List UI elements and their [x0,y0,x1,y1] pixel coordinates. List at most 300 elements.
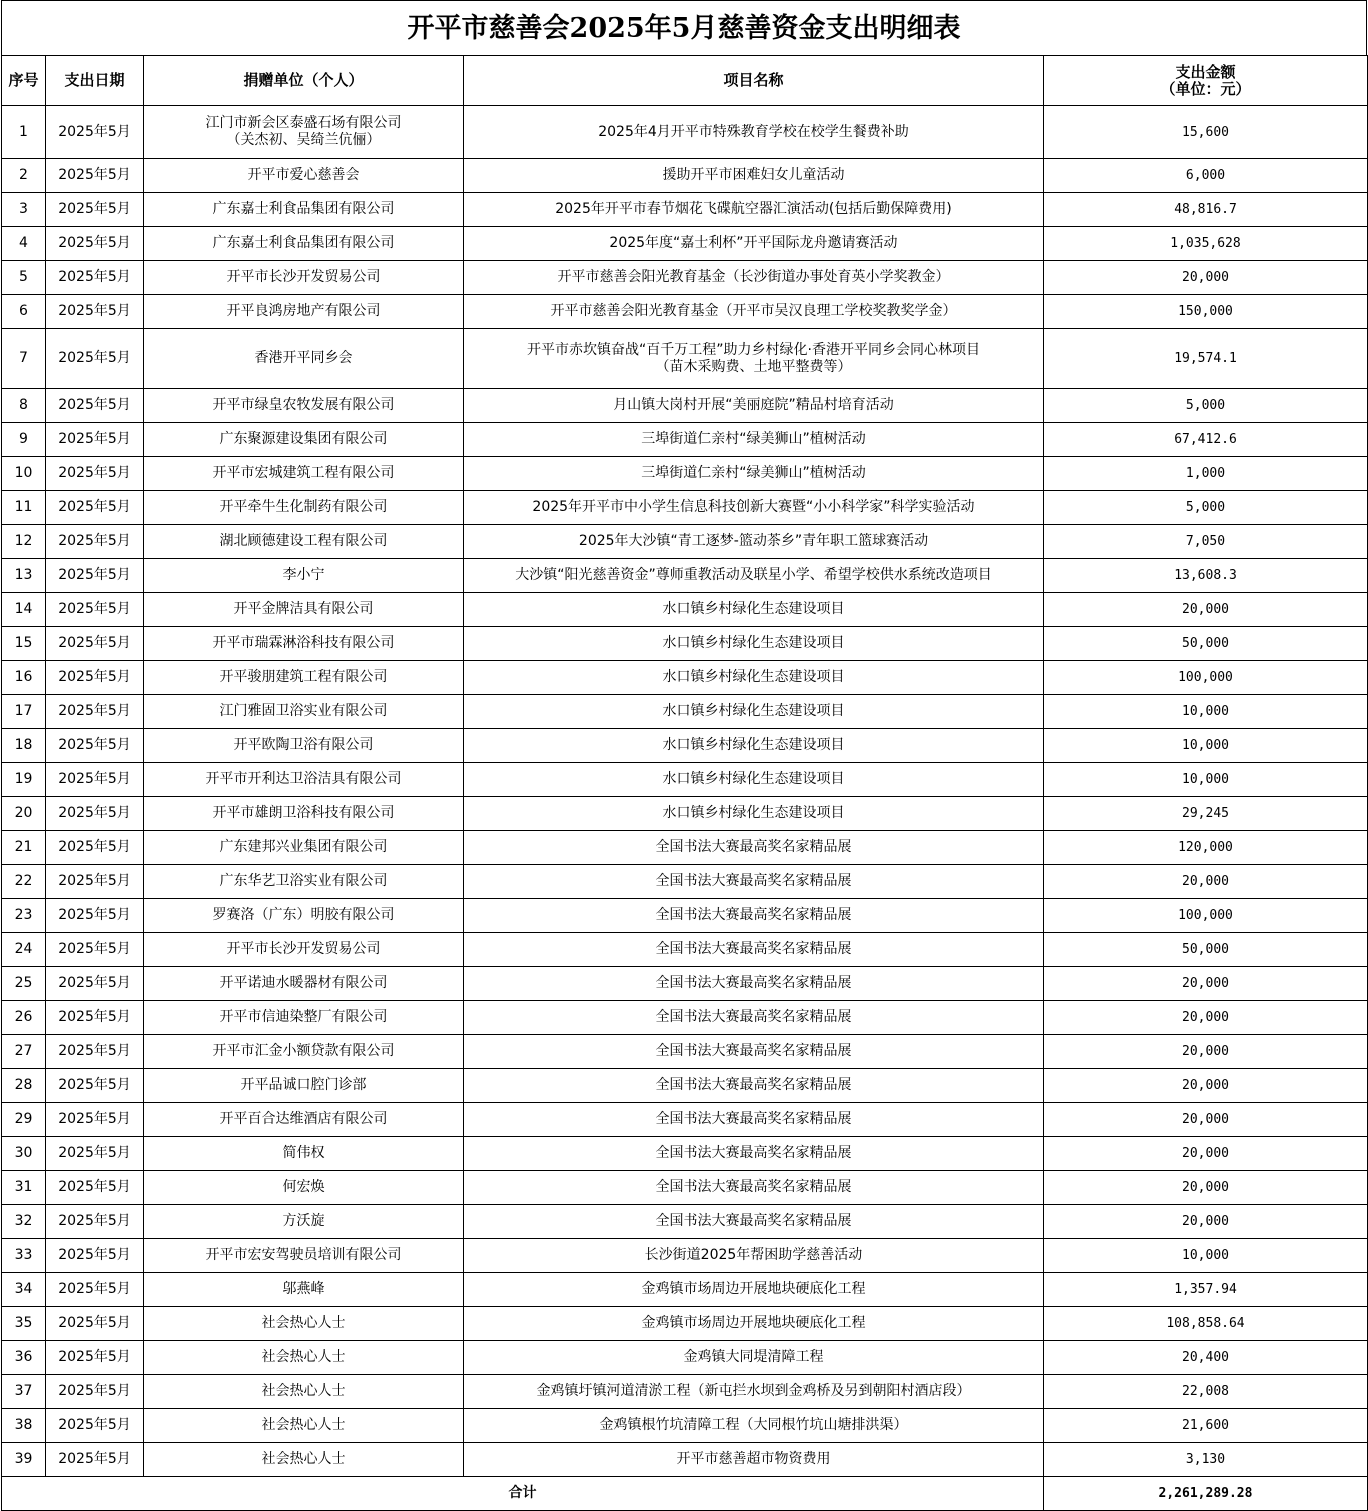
cell-donor [144,193,464,227]
table-row [2,1443,1368,1477]
cell-date: 2025年5月 [46,1035,144,1069]
table-row [2,763,1368,797]
cell-date: 2025年5月 [46,227,144,261]
donor-name: 李小宁 [282,567,325,583]
project-name: 全国书法大赛最高奖名家精品展 [655,1145,852,1161]
cell-date: 2025年5月 [46,831,144,865]
cell-date: 2025年5月 [46,627,144,661]
cell-donor [144,295,464,329]
cell-donor [144,329,464,389]
header-donor: 捐赠单位（个人） [144,56,464,106]
cell-date: 2025年5月 [46,1171,144,1205]
table-row [2,593,1368,627]
cell-donor [144,1341,464,1375]
cell-donor [144,1171,464,1205]
cell-project [464,1035,1044,1069]
table-row [2,106,1368,159]
project-name: 金鸡镇市场周边开展地块硬底化工程 [641,1315,866,1331]
table-row [2,261,1368,295]
donor-name: 香港开平同乡会 [254,350,353,366]
cell-project [464,1205,1044,1239]
cell-date: 2025年5月 [46,1273,144,1307]
cell-amount: 15,600 [1044,106,1368,159]
project-name: 三埠街道仁亲村“绿美狮山”植树活动 [641,465,866,481]
table-row [2,1307,1368,1341]
donor-name: 社会热心人士 [261,1315,346,1331]
cell-date: 2025年5月 [46,661,144,695]
cell-project [464,1239,1044,1273]
cell-amount: 20,000 [1044,1001,1368,1035]
cell-amount: 5,000 [1044,389,1368,423]
cell-date: 2025年5月 [46,106,144,159]
donor-name: 社会热心人士 [261,1417,346,1433]
cell-donor [144,389,464,423]
donor-name: 开平欧陶卫浴有限公司 [233,737,374,753]
cell-seq: 22 [2,865,46,899]
table-row [2,457,1368,491]
cell-amount: 20,000 [1044,865,1368,899]
donor-name: 江门市新会区泰盛石场有限公司 [205,115,402,131]
cell-project [464,1001,1044,1035]
donor-name: 开平市绿皇农牧发展有限公司 [212,397,395,413]
cell-donor [144,763,464,797]
table-row [2,695,1368,729]
donor-name-sub: （关杰初、吴绮兰伉俪） [226,132,381,148]
table-row [2,1171,1368,1205]
cell-seq: 31 [2,1171,46,1205]
table-row [2,967,1368,1001]
donor-name: 开平市长沙开发贸易公司 [226,269,381,285]
cell-amount: 19,574.1 [1044,329,1368,389]
cell-project [464,525,1044,559]
donor-name: 开平牵牛生化制药有限公司 [219,499,388,515]
cell-amount: 1,035,628 [1044,227,1368,261]
cell-amount: 13,608.3 [1044,559,1368,593]
cell-donor [144,1239,464,1273]
cell-amount: 50,000 [1044,933,1368,967]
cell-project [464,261,1044,295]
donor-name: 开平良鸿房地产有限公司 [226,303,381,319]
cell-project [464,1069,1044,1103]
donor-name: 湖北顾德建设工程有限公司 [219,533,388,549]
cell-amount: 1,000 [1044,457,1368,491]
project-name: 水口镇乡村绿化生态建设项目 [662,703,845,719]
project-name: 2025年开平市春节烟花飞碟航空器汇演活动(包括后勤保障费用) [555,201,952,217]
total-row [2,1477,1368,1511]
page-title: 开平市慈善会2025年5月慈善资金支出明细表 [1,0,1367,55]
cell-seq: 12 [2,525,46,559]
cell-amount: 67,412.6 [1044,423,1368,457]
cell-date: 2025年5月 [46,1443,144,1477]
table-row [2,159,1368,193]
cell-seq: 32 [2,1205,46,1239]
table-row [2,865,1368,899]
cell-amount: 150,000 [1044,295,1368,329]
table-row [2,1273,1368,1307]
cell-amount: 100,000 [1044,661,1368,695]
project-name: 月山镇大岗村开展“美丽庭院”精品村培育活动 [613,397,894,413]
donor-name: 广东聚源建设集团有限公司 [219,431,388,447]
cell-donor [144,1273,464,1307]
cell-donor [144,159,464,193]
cell-seq: 36 [2,1341,46,1375]
cell-amount: 120,000 [1044,831,1368,865]
cell-date: 2025年5月 [46,159,144,193]
cell-project [464,1443,1044,1477]
project-name: 2025年大沙镇“青工逐梦-篮动茶乡”青年职工篮球赛活动 [578,533,929,549]
donor-name: 广东嘉士利食品集团有限公司 [212,235,395,251]
cell-project [464,1103,1044,1137]
project-name: 全国书法大赛最高奖名家精品展 [655,839,852,855]
cell-seq: 18 [2,729,46,763]
cell-amount: 20,000 [1044,1103,1368,1137]
cell-project [464,491,1044,525]
cell-seq: 38 [2,1409,46,1443]
project-name: 水口镇乡村绿化生态建设项目 [662,771,845,787]
cell-project [464,933,1044,967]
table-row [2,559,1368,593]
donor-name: 开平金牌洁具有限公司 [233,601,374,617]
cell-seq: 23 [2,899,46,933]
table-row [2,389,1368,423]
cell-amount: 100,000 [1044,899,1368,933]
cell-date: 2025年5月 [46,967,144,1001]
cell-amount: 20,000 [1044,1137,1368,1171]
project-name: 全国书法大赛最高奖名家精品展 [655,907,852,923]
table-row [2,1341,1368,1375]
cell-project [464,1375,1044,1409]
cell-amount: 48,816.7 [1044,193,1368,227]
table-row [2,1035,1368,1069]
cell-project [464,899,1044,933]
cell-seq: 21 [2,831,46,865]
donor-name: 开平市瑞霖淋浴科技有限公司 [212,635,395,651]
cell-project [464,695,1044,729]
cell-date: 2025年5月 [46,1205,144,1239]
cell-project [464,627,1044,661]
table-body [2,106,1368,1477]
cell-donor [144,695,464,729]
cell-seq: 4 [2,227,46,261]
donor-name: 开平市长沙开发贸易公司 [226,941,381,957]
cell-amount: 20,000 [1044,1069,1368,1103]
cell-donor [144,865,464,899]
donor-name: 开平市宏城建筑工程有限公司 [212,465,395,481]
table-row [2,193,1368,227]
cell-amount: 20,000 [1044,1205,1368,1239]
table-row [2,1137,1368,1171]
project-name: 全国书法大赛最高奖名家精品展 [655,1077,852,1093]
header-row [2,56,1368,106]
donor-name: 罗赛洛（广东）明胶有限公司 [212,907,395,923]
table-row [2,933,1368,967]
cell-project [464,1137,1044,1171]
cell-date: 2025年5月 [46,1341,144,1375]
cell-donor [144,227,464,261]
cell-seq: 15 [2,627,46,661]
header-amount [1044,56,1368,106]
table-row [2,295,1368,329]
project-name: 援助开平市困难妇女儿童活动 [662,167,845,183]
cell-date: 2025年5月 [46,933,144,967]
table-row [2,227,1368,261]
cell-donor [144,831,464,865]
donor-name: 开平市开利达卫浴洁具有限公司 [205,771,402,787]
total-label: 合计 [2,1477,1044,1511]
cell-seq: 37 [2,1375,46,1409]
cell-amount: 10,000 [1044,729,1368,763]
cell-date: 2025年5月 [46,457,144,491]
project-name: 水口镇乡村绿化生态建设项目 [662,737,845,753]
cell-project [464,193,1044,227]
cell-date: 2025年5月 [46,695,144,729]
cell-donor [144,106,464,159]
cell-amount: 7,050 [1044,525,1368,559]
cell-project [464,797,1044,831]
cell-seq: 26 [2,1001,46,1035]
cell-amount: 20,000 [1044,1035,1368,1069]
cell-amount: 20,000 [1044,261,1368,295]
cell-project [464,423,1044,457]
cell-date: 2025年5月 [46,525,144,559]
cell-donor [144,559,464,593]
project-name: 2025年开平市中小学生信息科技创新大赛暨“小小科学家”科学实验活动 [532,499,975,515]
cell-date: 2025年5月 [46,1409,144,1443]
project-name: 全国书法大赛最高奖名家精品展 [655,1213,852,1229]
donor-name: 开平市宏安驾驶员培训有限公司 [205,1247,402,1263]
donor-name: 开平品诚口腔门诊部 [240,1077,367,1093]
project-name: 金鸡镇市场周边开展地块硬底化工程 [641,1281,866,1297]
cell-donor [144,593,464,627]
cell-project [464,106,1044,159]
donor-name: 开平百合达维酒店有限公司 [219,1111,388,1127]
cell-donor [144,797,464,831]
cell-donor [144,899,464,933]
table-row [2,899,1368,933]
project-name: 全国书法大赛最高奖名家精品展 [655,873,852,889]
table-row [2,1001,1368,1035]
cell-seq: 39 [2,1443,46,1477]
cell-project [464,1341,1044,1375]
cell-date: 2025年5月 [46,865,144,899]
cell-project [464,1307,1044,1341]
cell-seq: 24 [2,933,46,967]
cell-amount: 6,000 [1044,159,1368,193]
header-project: 项目名称 [464,56,1044,106]
cell-amount: 20,000 [1044,593,1368,627]
table-row [2,831,1368,865]
cell-date: 2025年5月 [46,261,144,295]
donor-name: 开平市爱心慈善会 [247,167,360,183]
expense-table [1,55,1368,1511]
cell-seq: 27 [2,1035,46,1069]
project-name: 全国书法大赛最高奖名家精品展 [655,1179,852,1195]
cell-donor [144,1001,464,1035]
cell-amount: 3,130 [1044,1443,1368,1477]
cell-donor [144,1103,464,1137]
cell-donor [144,1205,464,1239]
cell-donor [144,627,464,661]
donor-name: 广东建邦兴业集团有限公司 [219,839,388,855]
cell-project [464,865,1044,899]
table-row [2,797,1368,831]
project-name: 金鸡镇根竹坑清障工程（大同根竹坑山塘排洪渠） [599,1417,908,1433]
table-row [2,661,1368,695]
table-row [2,1239,1368,1273]
project-name: 水口镇乡村绿化生态建设项目 [662,635,845,651]
cell-seq: 8 [2,389,46,423]
cell-project [464,227,1044,261]
project-name: 全国书法大赛最高奖名家精品展 [655,975,852,991]
cell-donor [144,661,464,695]
cell-donor [144,1035,464,1069]
donor-name: 邬燕峰 [282,1281,325,1297]
cell-project [464,593,1044,627]
donor-name: 社会热心人士 [261,1383,346,1399]
cell-project [464,389,1044,423]
cell-donor [144,1375,464,1409]
cell-date: 2025年5月 [46,1001,144,1035]
table-row [2,729,1368,763]
cell-date: 2025年5月 [46,389,144,423]
donor-name: 方沃旋 [282,1213,325,1229]
cell-date: 2025年5月 [46,295,144,329]
project-name: 金鸡镇圩镇河道清淤工程（新屯拦水坝到金鸡桥及另到朝阳村酒店段） [536,1383,971,1399]
cell-date: 2025年5月 [46,593,144,627]
header-amount-line1: 支出金额 [1175,62,1236,81]
table-row [2,1069,1368,1103]
table-row [2,491,1368,525]
cell-donor [144,729,464,763]
total-amount: 2,261,289.28 [1044,1477,1368,1511]
project-name: 开平市赤坎镇奋战“百千万工程”助力乡村绿化·香港开平同乡会同心林项目 [527,341,980,358]
cell-project [464,1171,1044,1205]
cell-donor [144,457,464,491]
project-name: 金鸡镇大同堤清障工程 [683,1349,824,1365]
project-name: 2025年度“嘉士利杯”开平国际龙舟邀请赛活动 [609,235,898,251]
cell-project [464,763,1044,797]
project-name: 水口镇乡村绿化生态建设项目 [662,601,845,617]
header-date: 支出日期 [46,56,144,106]
cell-date: 2025年5月 [46,797,144,831]
project-name: 全国书法大赛最高奖名家精品展 [655,1111,852,1127]
project-name: 开平市慈善会阳光教育基金（长沙街道办事处育英小学奖教金） [557,269,950,285]
table-row [2,1375,1368,1409]
cell-date: 2025年5月 [46,1307,144,1341]
cell-amount: 20,400 [1044,1341,1368,1375]
project-name: 长沙街道2025年帮困助学慈善活动 [644,1247,863,1263]
table-row [2,1409,1368,1443]
cell-project [464,1409,1044,1443]
cell-seq: 6 [2,295,46,329]
cell-seq: 14 [2,593,46,627]
cell-date: 2025年5月 [46,1137,144,1171]
project-name: 全国书法大赛最高奖名家精品展 [655,941,852,957]
cell-project [464,559,1044,593]
cell-seq: 25 [2,967,46,1001]
table-row [2,1205,1368,1239]
cell-project [464,661,1044,695]
cell-amount: 108,858.64 [1044,1307,1368,1341]
cell-seq: 3 [2,193,46,227]
donor-name: 社会热心人士 [261,1349,346,1365]
cell-date: 2025年5月 [46,1375,144,1409]
donor-name: 开平诺迪水暖器材有限公司 [219,975,388,991]
cell-project [464,159,1044,193]
donor-name: 江门雅固卫浴实业有限公司 [219,703,388,719]
cell-donor [144,261,464,295]
cell-donor [144,1443,464,1477]
cell-project [464,329,1044,389]
cell-donor [144,933,464,967]
cell-seq: 2 [2,159,46,193]
project-name: 开平市慈善会阳光教育基金（开平市吴汉良理工学校奖教奖学金） [550,303,957,319]
cell-amount: 10,000 [1044,695,1368,729]
cell-seq: 33 [2,1239,46,1273]
cell-donor [144,1409,464,1443]
donor-name: 何宏焕 [282,1179,325,1195]
cell-date: 2025年5月 [46,491,144,525]
expense-sheet [1,0,1367,1511]
cell-donor [144,967,464,1001]
cell-seq: 35 [2,1307,46,1341]
cell-seq: 5 [2,261,46,295]
table-row [2,423,1368,457]
header-seq: 序号 [2,56,46,106]
cell-seq: 10 [2,457,46,491]
donor-name: 开平市雄朗卫浴科技有限公司 [212,805,395,821]
cell-amount: 22,008 [1044,1375,1368,1409]
cell-seq: 11 [2,491,46,525]
cell-project [464,729,1044,763]
cell-seq: 19 [2,763,46,797]
donor-name: 开平骏朋建筑工程有限公司 [219,669,388,685]
donor-name: 开平市汇金小额贷款有限公司 [212,1043,395,1059]
cell-donor [144,1069,464,1103]
table-row [2,525,1368,559]
cell-donor [144,423,464,457]
donor-name: 开平市信迪染整厂有限公司 [219,1009,388,1025]
project-name: 三埠街道仁亲村“绿美狮山”植树活动 [641,431,866,447]
cell-seq: 28 [2,1069,46,1103]
project-name: 开平市慈善超市物资费用 [676,1451,831,1467]
donor-name: 社会热心人士 [261,1451,346,1467]
cell-amount: 10,000 [1044,763,1368,797]
project-name-sub: （苗木采购费、土地平整费等） [655,358,852,375]
cell-amount: 5,000 [1044,491,1368,525]
cell-seq: 13 [2,559,46,593]
cell-date: 2025年5月 [46,1103,144,1137]
cell-seq: 7 [2,329,46,389]
cell-amount: 29,245 [1044,797,1368,831]
cell-date: 2025年5月 [46,1239,144,1273]
header-amount-line2: （单位：元） [1160,79,1251,98]
cell-date: 2025年5月 [46,423,144,457]
cell-date: 2025年5月 [46,193,144,227]
cell-amount: 21,600 [1044,1409,1368,1443]
cell-date: 2025年5月 [46,899,144,933]
table-row [2,627,1368,661]
project-name: 全国书法大赛最高奖名家精品展 [655,1043,852,1059]
project-name: 水口镇乡村绿化生态建设项目 [662,669,845,685]
cell-amount: 10,000 [1044,1239,1368,1273]
project-name: 大沙镇“阳光慈善资金”尊师重教活动及联星小学、希望学校供水系统改造项目 [515,567,992,583]
cell-project [464,295,1044,329]
donor-name: 广东嘉士利食品集团有限公司 [212,201,395,217]
cell-date: 2025年5月 [46,1069,144,1103]
cell-project [464,1273,1044,1307]
cell-date: 2025年5月 [46,729,144,763]
